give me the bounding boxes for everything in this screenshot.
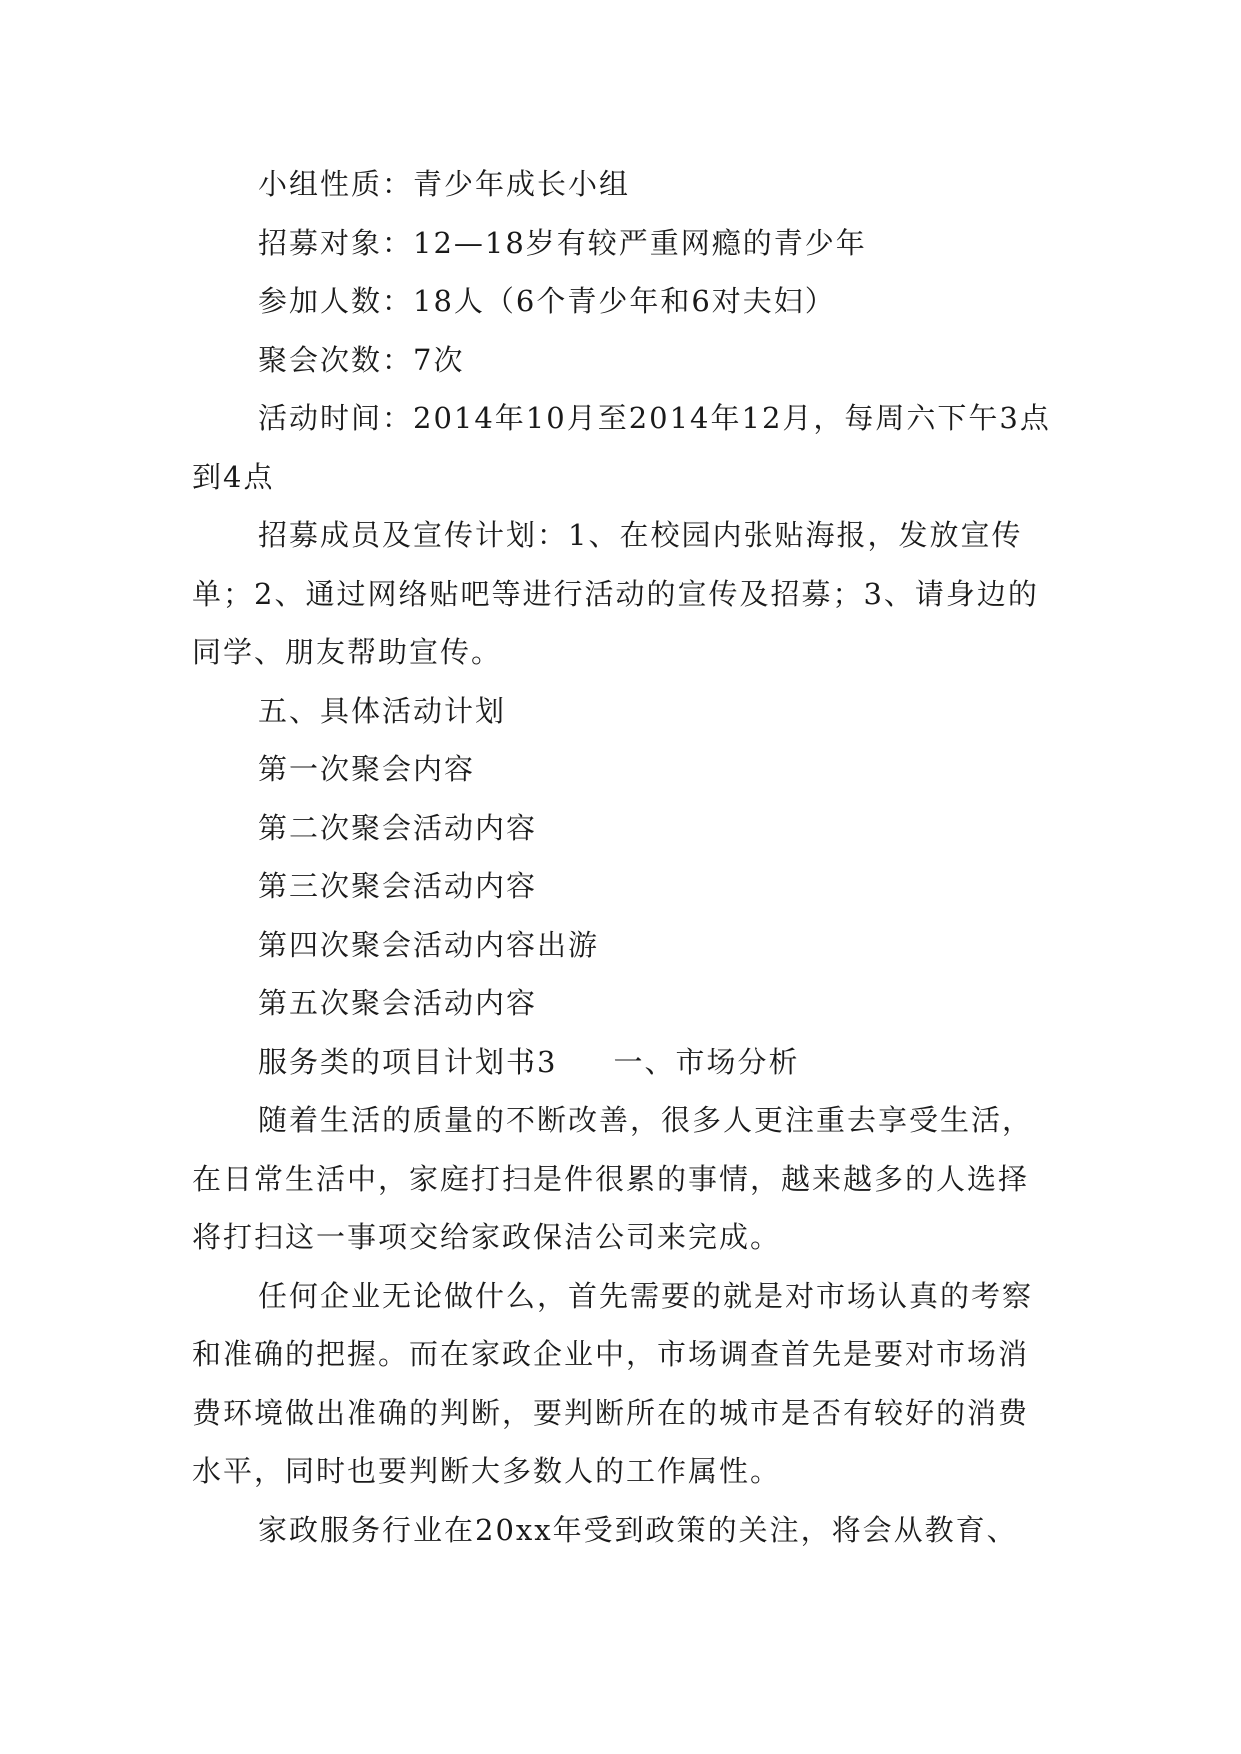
book-title-line [192,1033,1052,1092]
meeting-4-line: 第四次聚会活动内容出游 [258,927,600,962]
meeting-5-line: 第五次聚会活动内容 [258,986,538,1020]
market-paragraph-1: 随着生活的质量的不断改善，很多人更注重去享受生活，在日常生活中，家庭打扫是件很累的事情，越来越多的人选择将打扫这一事项交给家政保洁公司来完成。 [192,1103,1034,1254]
book-title: 服务类的项目计划书3 [258,1044,558,1079]
market-paragraph-2: 任何企业无论做什么，首先需要的就是对市场认真的考察和准确的把握。而在家政企业中，市场调查首先是要对市场消费环境做出准确的判断，要判断所在的城市是否有较好的消费水平，同时也要判断大多数人的工作属性。 [192,1278,1034,1488]
participants-line: 参加人数：18人（6个青少年和6对夫妇） [258,284,836,318]
meeting-1-line: 第一次聚会内容 [258,752,476,786]
market-paragraph-3: 家政服务行业在20xx年受到政策的关注，将会从教育、 [258,1512,1018,1547]
schedule-paragraph: 活动时间：2014年10月至2014年12月，每周六下午3点到4点 [192,401,1051,494]
document-body [192,155,1052,1559]
section-heading: 五、具体活动计划 [258,693,507,728]
meeting-3-line: 第三次聚会活动内容 [258,869,538,903]
recruit-target-line: 招募对象：12—18岁有较严重网瘾的青少年 [258,225,867,260]
market-heading: 一、市场分析 [613,1044,800,1079]
recruit-plan-paragraph: 招募成员及宣传计划：1、在校园内张贴海报，发放宣传单；2、通过网络贴吧等进行活动的宣传及招募；3、请身边的同学、朋友帮助宣传。 [192,518,1039,669]
group-nature-line: 小组性质：青少年成长小组 [258,167,631,201]
meeting-2-line: 第二次聚会活动内容 [258,810,538,845]
sessions-line: 聚会次数：7次 [258,342,465,377]
